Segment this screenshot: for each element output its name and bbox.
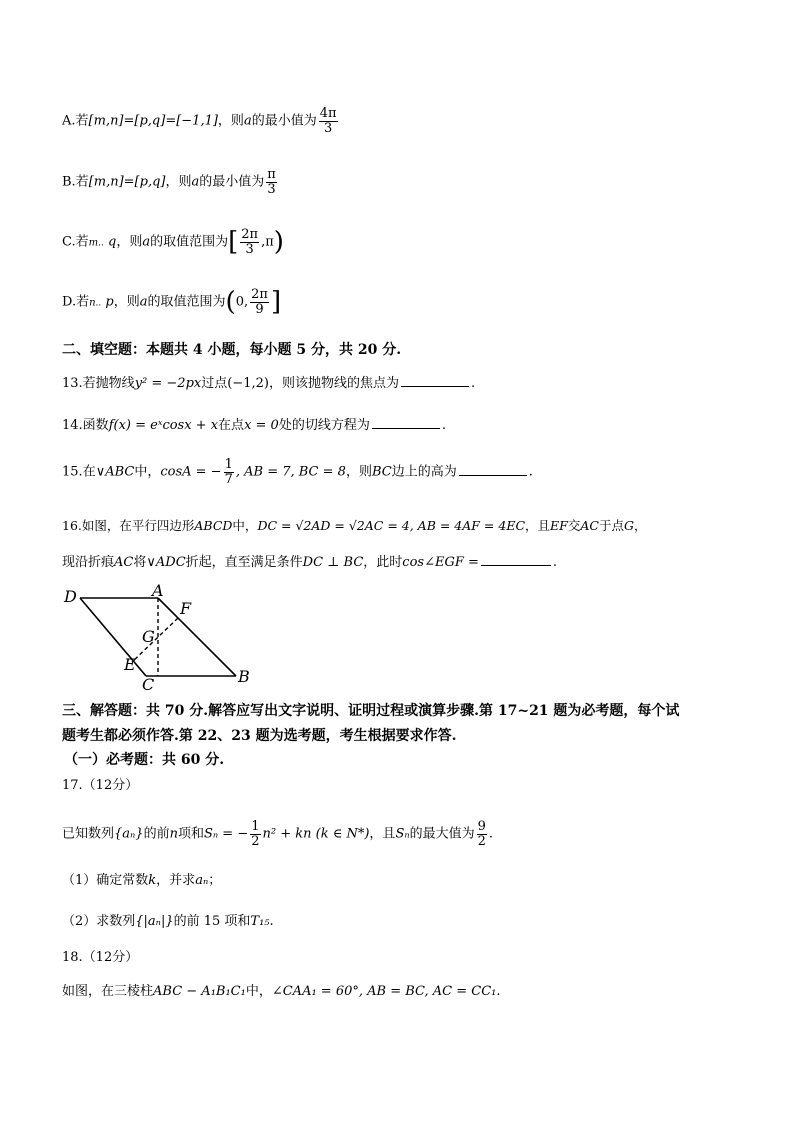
option-d xyxy=(62,288,281,316)
answer-blank[interactable] xyxy=(401,374,469,387)
section-3-subheading: （一）必考题：共 60 分. xyxy=(64,752,225,768)
q17-sn3: Sₙ xyxy=(395,826,410,842)
q14-point: x = 0 xyxy=(244,418,279,433)
option-c xyxy=(62,228,284,256)
option-c-var: a xyxy=(142,234,151,250)
question-17-part1 xyxy=(62,873,221,889)
label-g: G xyxy=(142,627,155,646)
question-13 xyxy=(62,374,475,392)
question-17-part2 xyxy=(62,914,274,930)
q16-text: 中， xyxy=(232,518,258,533)
question-18-title: 18.（12分） xyxy=(62,950,139,965)
frac-num: 2π xyxy=(251,287,268,302)
option-a-var: a xyxy=(243,113,252,129)
option-c-dots: .. xyxy=(98,238,104,249)
q16-text: 将 xyxy=(133,555,147,570)
option-a-prefix: A.若 xyxy=(62,113,89,129)
q13-end: . xyxy=(470,376,476,391)
left-paren: ( xyxy=(225,287,236,318)
answer-blank[interactable] xyxy=(481,553,551,566)
q15-sides: , AB = 7, BC = 8 xyxy=(235,464,346,480)
q17-p1-text: ； xyxy=(208,873,222,888)
frac-den: 2 xyxy=(477,833,486,849)
q17-k: k xyxy=(148,873,157,888)
segment-ef xyxy=(132,618,178,662)
q18-end: . xyxy=(496,984,501,999)
frac-den: 3 xyxy=(267,181,276,197)
q17-t15: T₁₅ xyxy=(250,914,270,929)
frac-den: 2 xyxy=(251,833,260,849)
q18-condition: ∠CAA₁ = 60°, AB = BC, AC = CC₁ xyxy=(271,984,497,999)
question-15 xyxy=(62,458,533,486)
q17-an: aₙ xyxy=(195,873,209,888)
q17-p2-text: （2）求数列 xyxy=(62,914,136,929)
frac-num: 1 xyxy=(224,457,233,472)
q17-max-fraction xyxy=(477,820,487,848)
q17-text: 已知数列 xyxy=(62,826,115,842)
label-f: F xyxy=(180,599,192,618)
q16-g: G xyxy=(623,518,634,533)
q14-text1: 14.函数 xyxy=(62,418,109,433)
option-d-suffix: 的取值范围为 xyxy=(147,294,226,310)
q18-text: 如图，在三棱柱 xyxy=(62,984,154,999)
q16-text: ， xyxy=(633,518,647,533)
q15-text1: 15.在 xyxy=(62,464,96,480)
q14-function: f(x) = eˣcosx + x xyxy=(108,418,219,433)
question-14 xyxy=(62,416,446,434)
option-a-suffix: 的最小值为 xyxy=(251,113,317,129)
right-bracket: ] xyxy=(270,287,282,318)
option-d-var: a xyxy=(139,294,148,310)
option-c-cond1: m xyxy=(88,237,99,249)
option-c-tail: ,π xyxy=(261,234,274,250)
option-d-dots: .. xyxy=(95,298,102,309)
q16-condition: DC ⊥ BC xyxy=(302,555,364,570)
option-a-fraction xyxy=(319,107,338,135)
q13-text3: ，则该抛物线的焦点为 xyxy=(268,376,399,391)
option-c-mid: ，则 xyxy=(116,234,143,250)
frac-den: 3 xyxy=(323,120,333,136)
parallelogram-figure xyxy=(62,584,252,692)
option-a-condition: [m,n]=[p,q]=[−1,1] xyxy=(88,113,218,129)
q17-fraction xyxy=(250,820,260,848)
q15-text3: ，则 xyxy=(345,464,372,480)
q16-ef: EF xyxy=(550,518,568,533)
option-b-prefix: B.若 xyxy=(62,174,89,190)
question-18-stem xyxy=(62,984,501,1000)
option-b xyxy=(62,168,279,196)
frac-num: 1 xyxy=(251,819,260,834)
option-c-prefix: C.若 xyxy=(62,234,89,250)
q17-text: 项和 xyxy=(177,826,204,842)
option-d-cond2: p xyxy=(105,294,114,310)
option-c-cond2: q xyxy=(107,234,117,250)
answer-blank[interactable] xyxy=(372,416,440,429)
edge-ab xyxy=(158,598,236,676)
q16-abcd: ABCD xyxy=(194,518,233,533)
right-paren: ) xyxy=(273,227,284,258)
label-c: C xyxy=(142,675,155,692)
option-d-mid: ，则 xyxy=(113,294,140,310)
q16-text: 交 xyxy=(567,518,581,533)
q17-text: 的最大值为 xyxy=(409,826,475,842)
q16-text: 折起，直至满足条件 xyxy=(185,555,303,570)
option-b-condition: [m,n]=[p,q] xyxy=(88,174,166,190)
question-16-line2 xyxy=(62,553,557,571)
answer-blank[interactable] xyxy=(459,463,527,476)
section-2-heading: 二、填空题：本题共 4 小题，每小题 5 分，共 20 分. xyxy=(62,342,402,358)
question-16-line1 xyxy=(62,518,646,533)
q17-p2-text: . xyxy=(269,914,274,929)
option-c-suffix: 的取值范围为 xyxy=(150,234,229,250)
option-b-mid: ，则 xyxy=(165,174,192,190)
edge-cd xyxy=(80,598,146,676)
option-b-var: a xyxy=(191,174,200,190)
q13-point: (−1,2) xyxy=(227,376,269,391)
q17-end: . xyxy=(488,826,494,842)
option-b-fraction xyxy=(266,168,277,196)
q16-text: 于点 xyxy=(598,518,624,533)
q17-sn: Sₙ = − xyxy=(203,826,249,842)
frac-num: 9 xyxy=(477,819,486,834)
q16-cos: cos∠EGF = xyxy=(402,555,479,570)
frac-den: 9 xyxy=(255,301,264,317)
q17-sequence: {aₙ} xyxy=(114,826,144,842)
q15-text4: 边上的高为 xyxy=(391,464,457,480)
label-a: A xyxy=(152,584,164,600)
question-17-stem xyxy=(62,820,493,848)
q17-sn-tail: n² + kn (k ∈ N*) xyxy=(262,826,370,842)
q18-prism: ABC − A₁B₁C₁ xyxy=(153,984,246,999)
q16-equation: DC = √2AD = √2AC = 4, AB = 4AF = 4EC xyxy=(257,518,526,533)
q15-end: . xyxy=(528,464,533,480)
option-b-suffix: 的最小值为 xyxy=(199,174,265,190)
q16-ac: AC xyxy=(580,518,599,533)
option-c-fraction xyxy=(240,228,259,256)
frac-num: 4π xyxy=(319,106,337,121)
q17-p2-text: 的前 15 项和 xyxy=(173,914,251,929)
q15-bc: BC xyxy=(371,464,392,480)
option-d-cond1: n xyxy=(89,297,96,309)
q17-p1-text: （1）确定常数 xyxy=(62,873,149,888)
option-a xyxy=(62,107,340,135)
q13-text1: 13.若抛物线 xyxy=(62,376,135,391)
frac-den: 3 xyxy=(245,241,254,257)
q16-end: . xyxy=(552,555,558,570)
q13-equation: y² = −2px xyxy=(134,376,202,391)
q17-text: 的前 xyxy=(143,826,170,842)
q16-text: 16.如图，在平行四边形 xyxy=(62,518,195,533)
section-3-heading-line1: 三、解答题：共 70 分.解答应写出文字说明、证明过程或演算步骤.第 17~21 题为必考题，每个试 xyxy=(62,703,680,719)
left-bracket: [ xyxy=(228,227,239,258)
q17-p1-text: ，并求 xyxy=(156,873,196,888)
option-d-head: 0, xyxy=(235,294,249,310)
frac-num: 2π xyxy=(241,227,259,242)
q16-adc: ∨ADC xyxy=(146,555,186,570)
option-d-fraction xyxy=(250,288,269,316)
frac-num: π xyxy=(267,167,276,182)
q15-triangle: ∨ABC xyxy=(95,464,135,480)
q15-text2: 中， xyxy=(134,464,161,480)
option-a-mid: ，则 xyxy=(217,113,244,129)
q16-text: 现沿折痕 xyxy=(62,555,115,570)
section-3-heading-line2: 题考生都必须作答.第 22、23 题为选考题，考生根据要求作答. xyxy=(62,728,457,744)
q16-text: ，且 xyxy=(525,518,551,533)
label-b: B xyxy=(238,667,250,686)
label-d: D xyxy=(64,587,77,606)
question-17-title: 17.（12分） xyxy=(62,778,139,793)
q16-ac2: AC xyxy=(114,555,134,570)
q17-text: ，且 xyxy=(369,826,396,842)
frac-den: 7 xyxy=(224,471,233,487)
q17-n: n xyxy=(169,826,178,842)
option-d-prefix: D.若 xyxy=(62,294,90,310)
q14-end: . xyxy=(441,418,446,433)
q14-text3: 处的切线方程为 xyxy=(278,418,370,433)
q14-text2: 在点 xyxy=(218,418,245,433)
q15-cos: cosA = − xyxy=(160,464,222,480)
label-e: E xyxy=(124,655,136,674)
q18-text: 中， xyxy=(245,984,272,999)
q17-abs-sequence: {|aₙ|} xyxy=(135,914,174,929)
q16-text: ，此时 xyxy=(363,555,403,570)
q13-text2: 过点 xyxy=(201,376,228,391)
q15-fraction xyxy=(224,458,234,486)
